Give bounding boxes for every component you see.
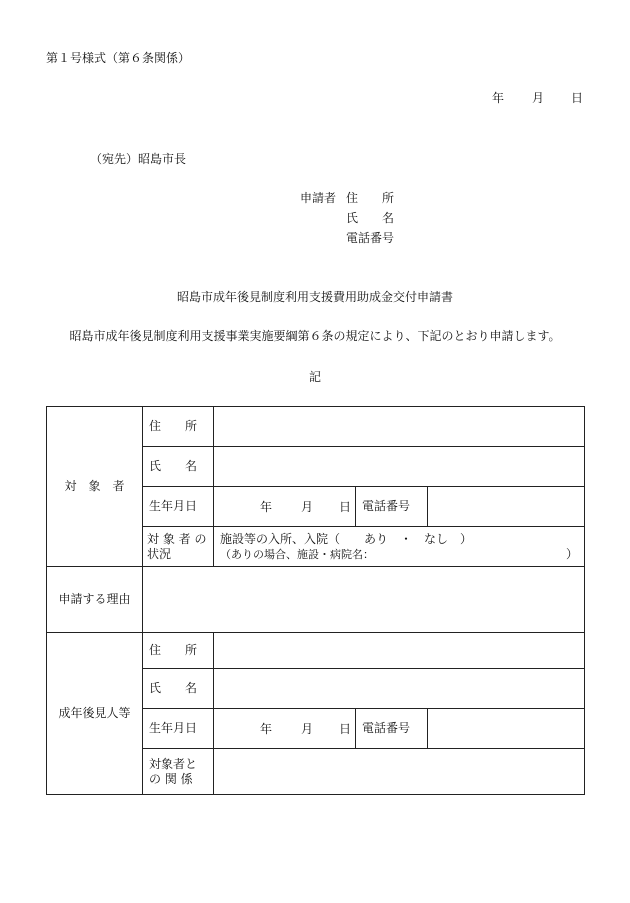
birth-day-label: 日 bbox=[339, 499, 352, 514]
date-month-label: 月 bbox=[532, 91, 545, 105]
reason-field[interactable] bbox=[143, 567, 585, 633]
subject-phone-field[interactable] bbox=[428, 487, 585, 527]
applicant-name-label: 氏 名 bbox=[346, 211, 395, 225]
subject-status-field[interactable] bbox=[214, 527, 585, 567]
applicant-label: 申請者 bbox=[300, 191, 337, 205]
guardian-birth-year-label: 年 bbox=[260, 721, 273, 736]
subject-address-field[interactable] bbox=[214, 407, 585, 447]
subject-header: 対 象 者 bbox=[47, 407, 143, 567]
guardian-phone-label: 電話番号 bbox=[356, 709, 428, 749]
status-label-line1: 対 象 者 の bbox=[147, 532, 207, 547]
document-title: 昭島市成年後見制度利用支援費用助成金交付申請書 bbox=[176, 290, 453, 304]
status-value-close: ） bbox=[566, 546, 579, 561]
reason-label: 申請する理由 bbox=[47, 567, 143, 633]
subject-address-label: 住 所 bbox=[143, 407, 214, 447]
subject-birthdate-field[interactable] bbox=[214, 487, 356, 527]
applicant-address-label: 住 所 bbox=[346, 191, 395, 205]
relation-label-line1: 対象者と bbox=[149, 757, 198, 772]
status-value-line2: （ありの場合、施設・病院名： bbox=[220, 547, 374, 561]
date-day-label: 日 bbox=[571, 91, 584, 105]
status-value-line1: 施設等の入所、入院（ あり ・ なし ） bbox=[220, 532, 473, 547]
guardian-phone-field[interactable] bbox=[428, 709, 585, 749]
relation-label-line2: の 関 係 bbox=[149, 771, 193, 786]
form-number: 第１号様式（第６条関係） bbox=[46, 51, 191, 65]
status-label-line2: 状況 bbox=[147, 546, 172, 561]
guardian-header: 成年後見人等 bbox=[47, 633, 143, 795]
guardian-address-field[interactable] bbox=[214, 633, 585, 669]
document-body: 昭島市成年後見制度利用支援事業実施要綱第６条の規定により、下記のとおり申請します。 bbox=[69, 329, 561, 343]
subject-name-label: 氏 名 bbox=[143, 447, 214, 487]
subject-phone-label: 電話番号 bbox=[356, 487, 428, 527]
section-mark-ki: 記 bbox=[308, 370, 321, 384]
date-year-label: 年 bbox=[492, 91, 505, 105]
guardian-address-label: 住 所 bbox=[143, 633, 214, 669]
guardian-birth-month-label: 月 bbox=[301, 721, 314, 736]
relation-label bbox=[143, 749, 214, 795]
subject-birthdate-label: 生年月日 bbox=[143, 487, 214, 527]
subject-name-field[interactable] bbox=[214, 447, 585, 487]
guardian-birthdate-label: 生年月日 bbox=[143, 709, 214, 749]
applicant-phone-label: 電話番号 bbox=[346, 231, 395, 245]
relation-field[interactable] bbox=[214, 749, 585, 795]
birth-year-label: 年 bbox=[260, 499, 273, 514]
addressee: （宛先）昭島市長 bbox=[90, 152, 187, 166]
guardian-name-label: 氏 名 bbox=[143, 669, 214, 709]
application-table bbox=[46, 406, 585, 795]
guardian-birth-day-label: 日 bbox=[339, 721, 352, 736]
birth-month-label: 月 bbox=[301, 499, 314, 514]
guardian-name-field[interactable] bbox=[214, 669, 585, 709]
guardian-birthdate-field[interactable] bbox=[214, 709, 356, 749]
subject-status-label bbox=[143, 527, 214, 567]
